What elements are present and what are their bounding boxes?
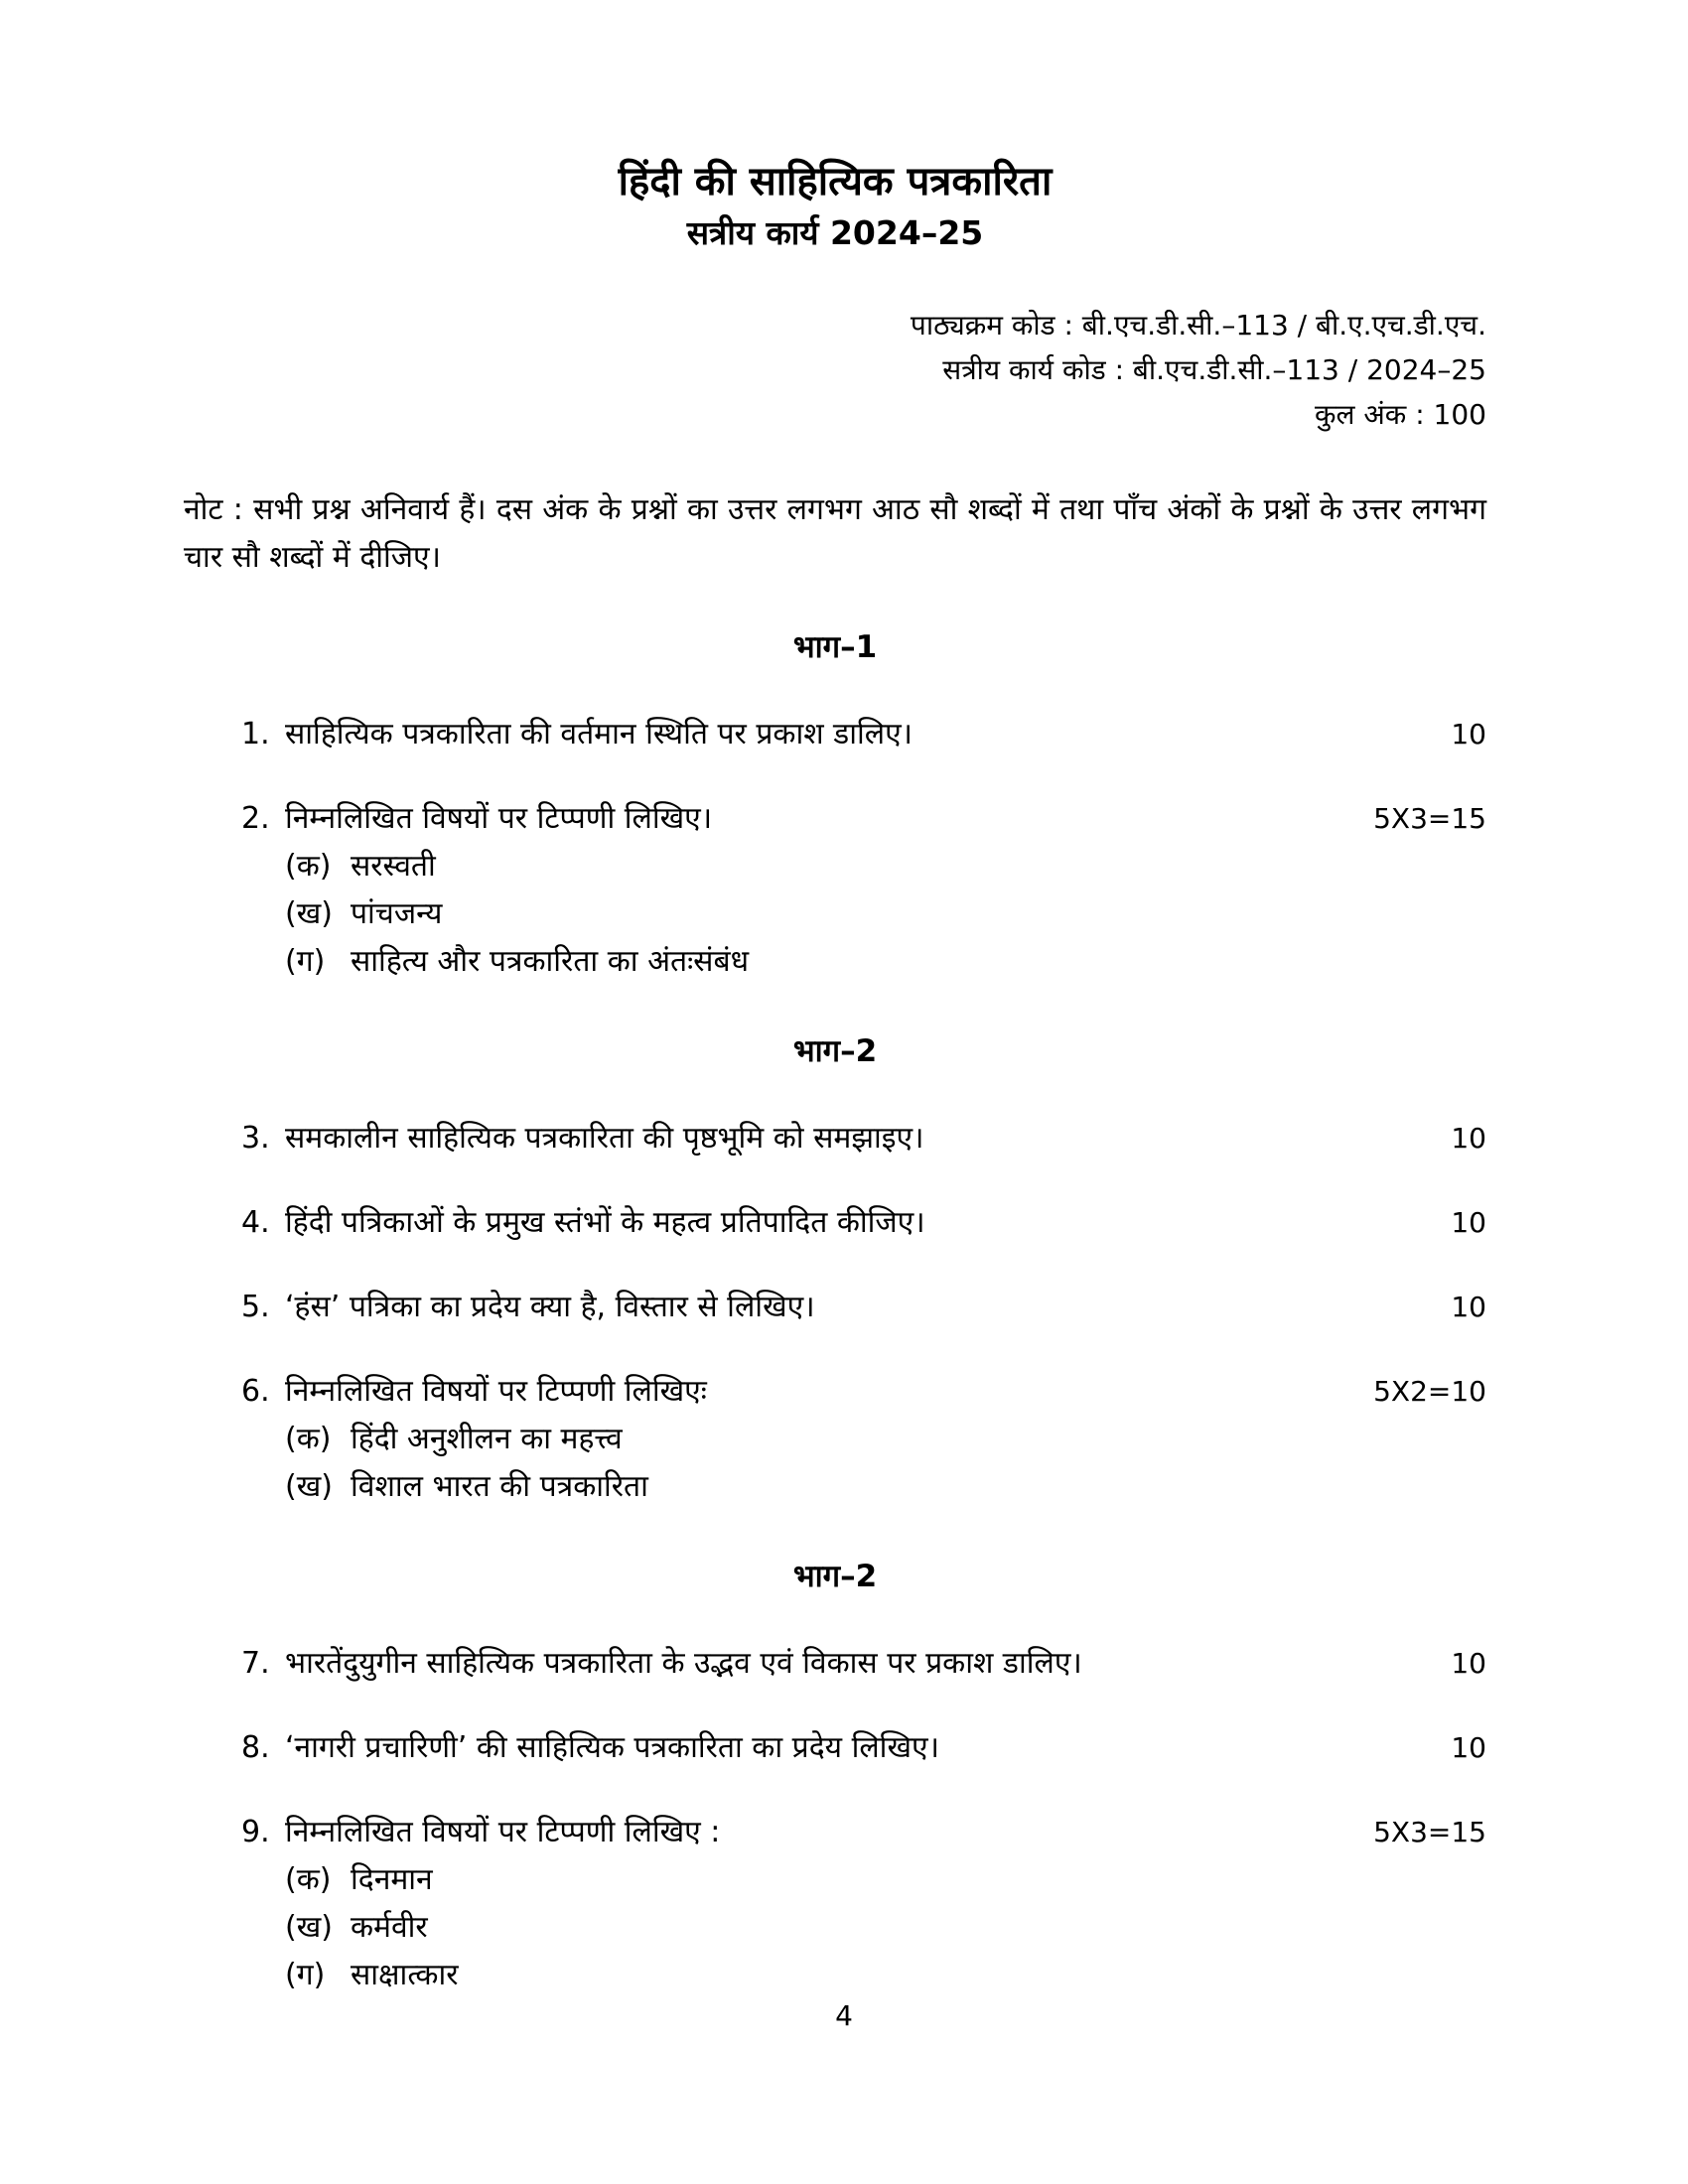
subitem-label: (ख) — [285, 896, 333, 932]
instructions-note: नोट : सभी प्रश्न अनिवार्य हैं। दस अंक के प्रश्नों का उत्तर लगभग आठ सौ शब्दों में तथा पाँच अंकों के प्रश्नों के उत्तर लगभग चार सौ शब्दों में दीजिए। — [184, 492, 1486, 576]
exam-section — [184, 1031, 1486, 1511]
question-text: निम्नलिखित विषयों पर टिप्पणी लिखिएः — [285, 1374, 707, 1410]
course-meta-line: सत्रीय कार्य कोड : बी.एच.डी.सी.–113 / 2024–25 — [942, 353, 1486, 387]
course-meta-line: पाठ्यक्रम कोड : बी.एच.डी.सी.–113 / बी.ए.एच.डी.एच. — [910, 309, 1486, 342]
question-marks: 10 — [1451, 1291, 1486, 1324]
question-row — [184, 1115, 1486, 1162]
course-meta-line: कुल अंक : 100 — [1315, 398, 1486, 432]
subitem-label: (ग) — [285, 944, 326, 980]
question-row — [184, 1199, 1486, 1247]
question-text: ‘हंस’ पत्रिका का प्रदेय क्या है, विस्तार से लिखिए। — [285, 1290, 815, 1325]
question-marks: 10 — [1451, 718, 1486, 751]
subitem-text: पांचजन्य — [351, 896, 443, 932]
question-marks: 10 — [1451, 1647, 1486, 1681]
question-body — [285, 1115, 1427, 1162]
question-subitem — [285, 890, 1349, 938]
question-subitem — [285, 938, 1349, 986]
subitem-text: सरस्वती — [351, 849, 436, 885]
subitem-list — [285, 1416, 1349, 1511]
question-text: हिंदी पत्रिकाओं के प्रमुख स्तंभों के महत्व प्रतिपादित कीजिए। — [285, 1205, 925, 1241]
subitem-label: (क) — [285, 1862, 332, 1898]
question-subitem — [285, 1856, 1349, 1904]
question-marks: 5X3=15 — [1373, 802, 1486, 836]
question-list — [184, 1115, 1486, 1511]
question-row — [184, 1640, 1486, 1688]
question-subitem — [285, 1416, 1349, 1463]
question-number: 7. — [241, 1646, 270, 1682]
question-body — [285, 711, 1427, 758]
question-marks: 10 — [1451, 1731, 1486, 1765]
question-subitem — [285, 1904, 1349, 1952]
subitem-list — [285, 843, 1349, 986]
subitem-text: कर्मवीर — [351, 1910, 428, 1946]
question-marks: 10 — [1451, 1122, 1486, 1156]
question-list — [184, 1640, 1486, 1999]
question-number: 5. — [241, 1290, 270, 1325]
question-number: 9. — [241, 1815, 270, 1850]
subitem-text: दिनमान — [351, 1862, 433, 1898]
question-marks: 5X3=15 — [1373, 1816, 1486, 1849]
section-heading: भाग–2 — [792, 1033, 878, 1070]
question-list — [184, 711, 1486, 986]
question-text: भारतेंदुयुगीन साहित्यिक पत्रकारिता के उद्भव एवं विकास पर प्रकाश डालिए। — [285, 1646, 1082, 1682]
question-number: 1. — [241, 717, 270, 752]
page-number: 4 — [835, 1999, 853, 2032]
question-row — [184, 1284, 1486, 1331]
question-body — [285, 1284, 1427, 1331]
question-number: 4. — [241, 1205, 270, 1241]
subitem-label: (ग) — [285, 1958, 326, 1993]
subitem-label: (क) — [285, 1422, 332, 1457]
question-body — [285, 795, 1349, 986]
question-body — [285, 1640, 1427, 1688]
question-subitem — [285, 843, 1349, 890]
question-row — [184, 1368, 1486, 1511]
question-row — [184, 711, 1486, 758]
question-marks: 10 — [1451, 1206, 1486, 1240]
question-body — [285, 1199, 1427, 1247]
sections-container — [184, 627, 1486, 1999]
question-subitem — [285, 1463, 1349, 1511]
question-text: ‘नागरी प्रचारिणी’ की साहित्यिक पत्रकारिता का प्रदेय लिखिए। — [285, 1730, 939, 1766]
subitem-label: (ख) — [285, 1910, 333, 1946]
subitem-text: विशाल भारत की पत्रकारिता — [351, 1469, 648, 1505]
question-body — [285, 1809, 1349, 1999]
subitem-label: (ख) — [285, 1469, 333, 1505]
question-number: 8. — [241, 1730, 270, 1766]
subitem-list — [285, 1856, 1349, 1999]
exam-section — [184, 627, 1486, 986]
course-meta-block — [184, 303, 1486, 437]
subitem-text: साक्षात्कार — [351, 1958, 459, 1993]
question-text: समकालीन साहित्यिक पत्रकारिता की पृष्ठभूमि को समझाइए। — [285, 1121, 924, 1157]
question-number: 2. — [241, 801, 270, 837]
question-subitem — [285, 1952, 1349, 1999]
question-text: निम्नलिखित विषयों पर टिप्पणी लिखिए : — [285, 1815, 721, 1850]
question-number: 6. — [241, 1374, 270, 1410]
exam-section — [184, 1557, 1486, 1999]
question-number: 3. — [241, 1121, 270, 1157]
question-text: निम्नलिखित विषयों पर टिप्पणी लिखिए। — [285, 801, 713, 837]
question-marks: 5X2=10 — [1373, 1375, 1486, 1409]
question-body — [285, 1368, 1349, 1511]
question-row — [184, 1724, 1486, 1772]
question-text: साहित्यिक पत्रकारिता की वर्तमान स्थिति पर प्रकाश डालिए। — [285, 717, 914, 752]
section-heading: भाग–2 — [792, 1559, 878, 1595]
subitem-text: साहित्य और पत्रकारिता का अंतःसंबंध — [351, 944, 750, 980]
section-heading: भाग–1 — [792, 629, 878, 666]
question-row — [184, 1809, 1486, 1999]
question-body — [285, 1724, 1427, 1772]
page-subtitle: सत्रीय कार्य 2024–25 — [686, 213, 984, 252]
page-title: हिंदी की साहित्यिक पत्रकारिता — [618, 159, 1053, 205]
subitem-text: हिंदी अनुशीलन का महत्त्व — [351, 1422, 623, 1457]
question-row — [184, 795, 1486, 986]
subitem-label: (क) — [285, 849, 332, 885]
